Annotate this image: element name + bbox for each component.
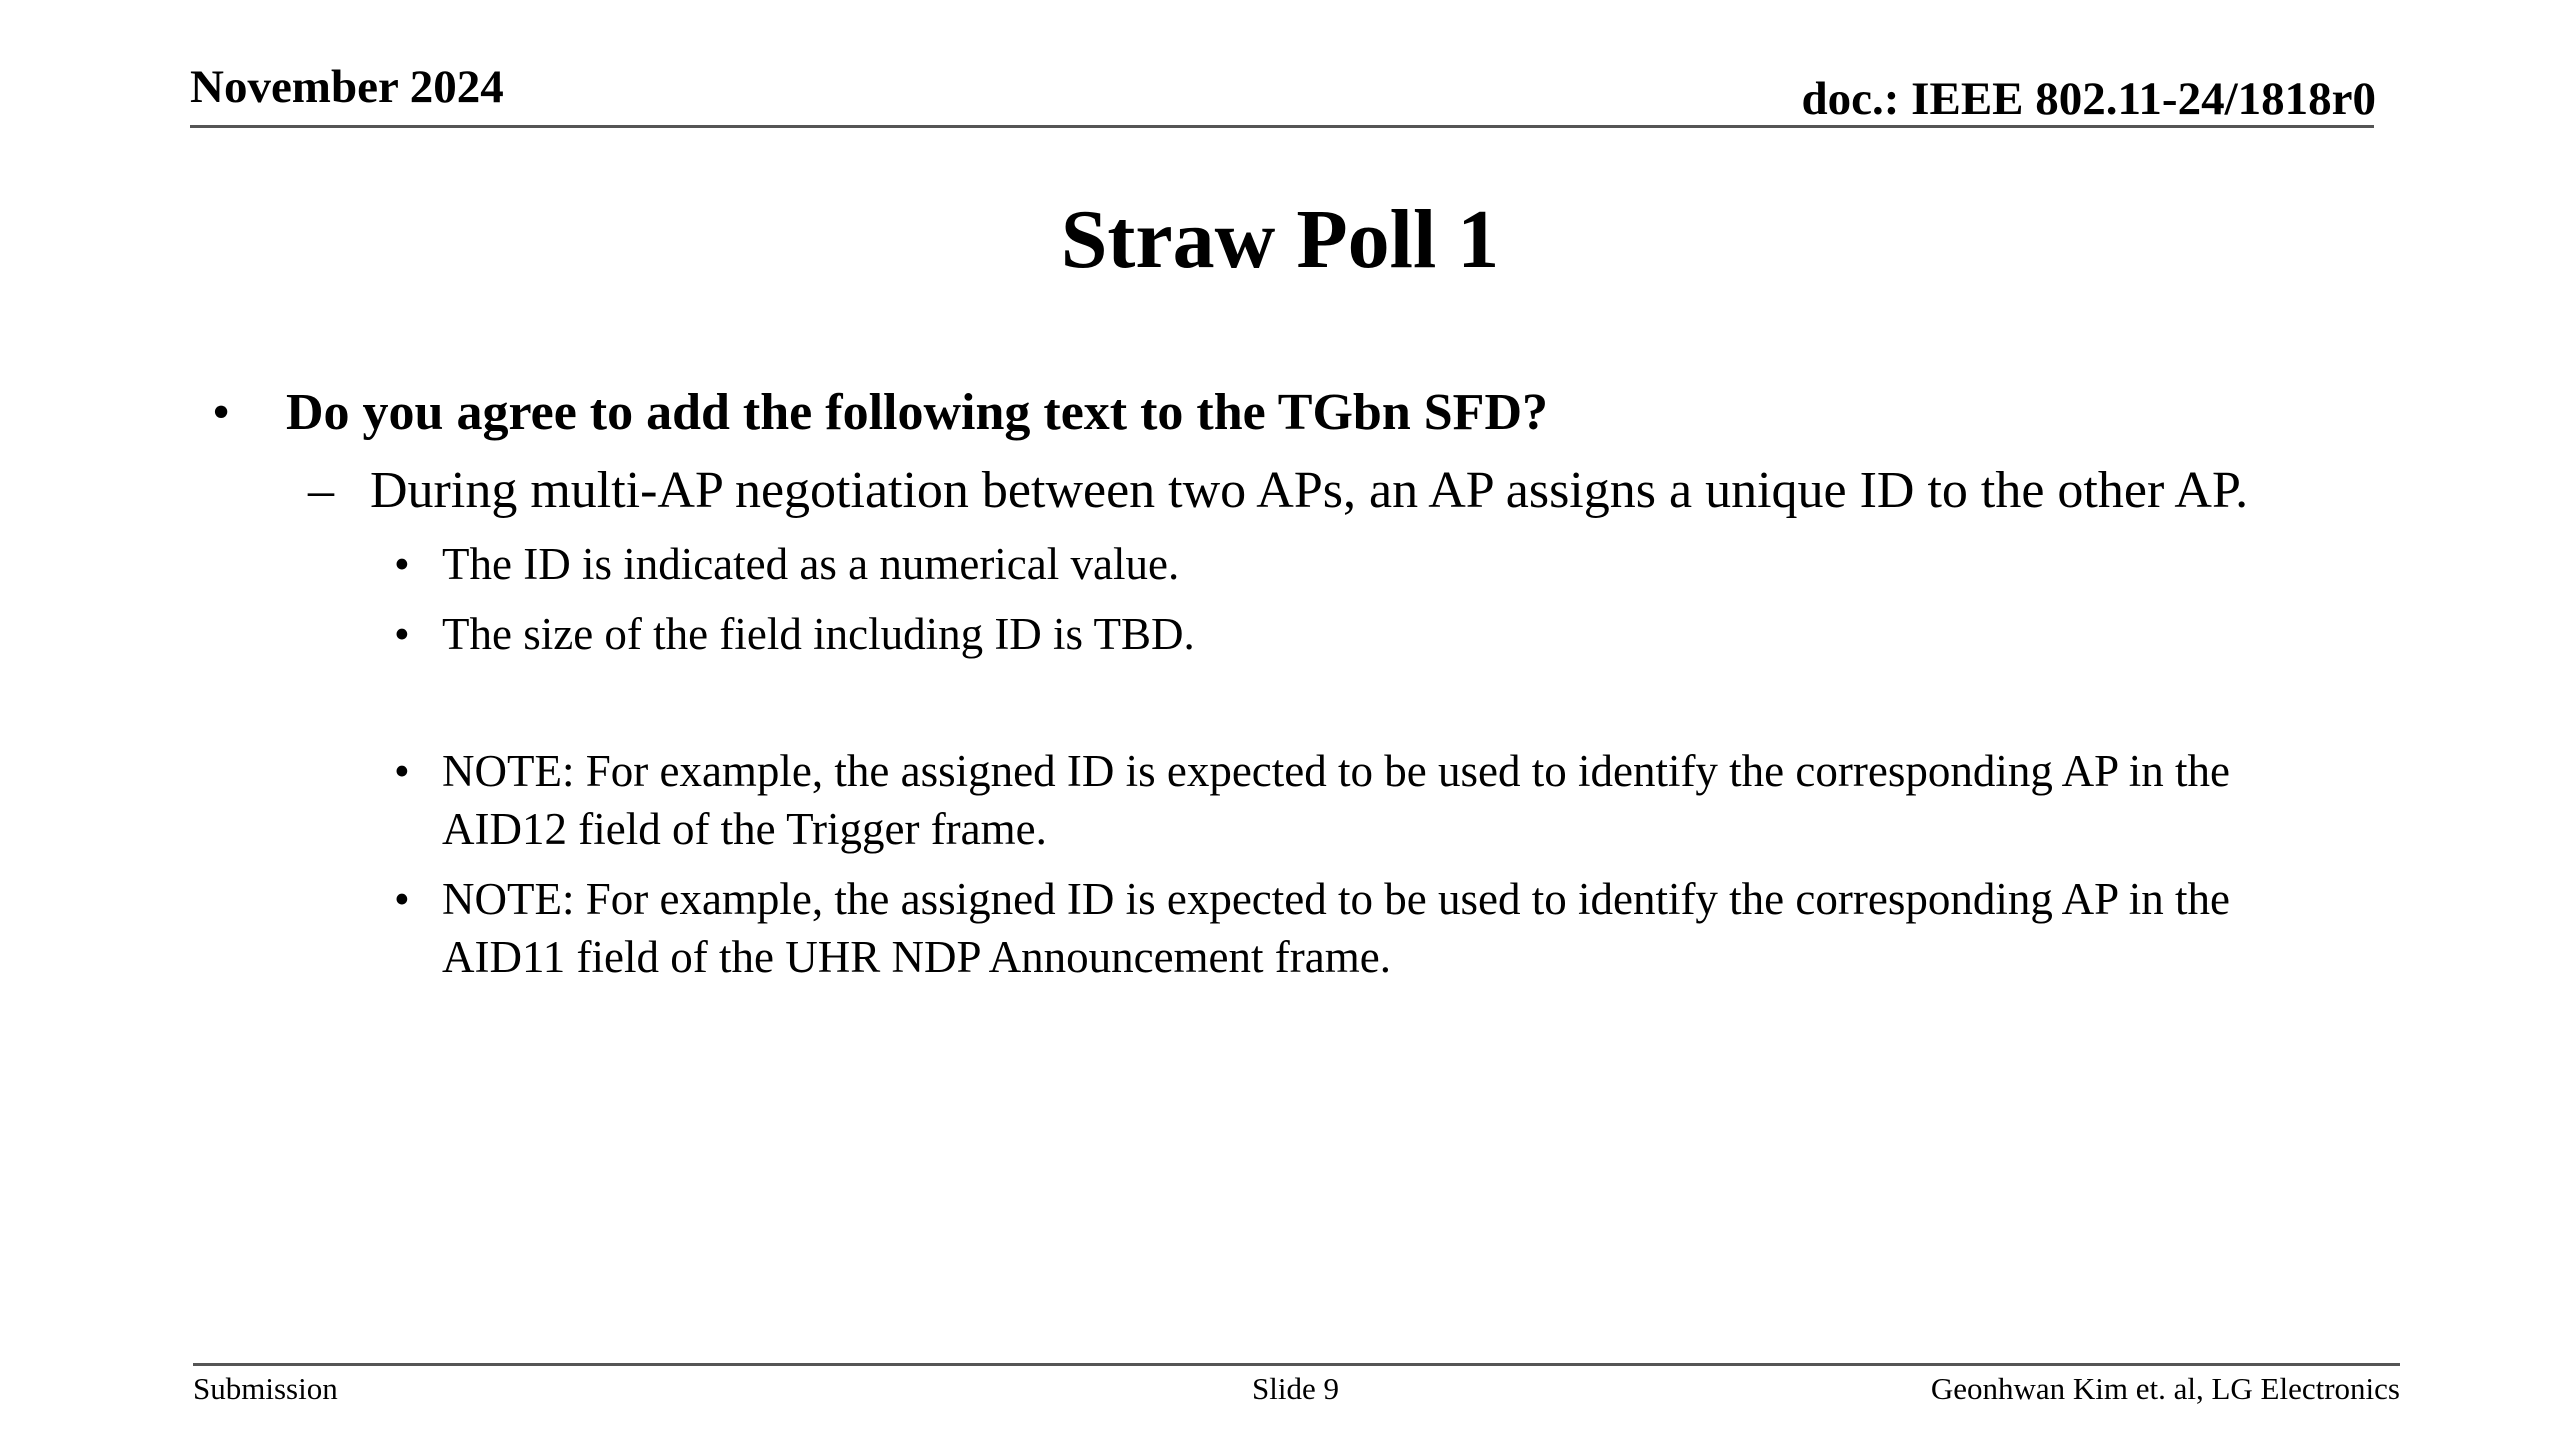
bullet-level1-text: Do you agree to add the following text to the TGbn SFD? (286, 384, 1548, 441)
bullet-level3-item (394, 535, 2342, 593)
bullet-marker: • (394, 539, 410, 589)
footer-divider (193, 1363, 2400, 1366)
dash-marker: – (308, 462, 334, 519)
slide-title: Straw Poll 1 (1060, 193, 1500, 286)
bullet-level3-text: The ID is indicated as a numerical value. (442, 539, 1180, 589)
bullet-level2-text: During multi-AP negotiation between two APs, an AP assigns a unique ID to the other AP. (370, 462, 2249, 519)
footer-author: Geonhwan Kim et. al, LG Electronics (1930, 1371, 2400, 1406)
bullet-level2 (308, 460, 2248, 522)
header-divider (190, 125, 2374, 128)
footer-slide-number: Slide 9 (1252, 1371, 1339, 1406)
bullet-marker: • (394, 609, 410, 659)
header-doc-id: doc.: IEEE 802.11-24/1818r0 (1801, 73, 2376, 125)
bullet-level3-item (394, 870, 2342, 986)
bullet-level3-text: The size of the field including ID is TBD. (442, 609, 1195, 659)
bullet-marker: • (394, 874, 410, 924)
bullet-level1 (212, 382, 1548, 444)
footer-submission: Submission (193, 1371, 338, 1406)
bullet-level3-item (394, 605, 2342, 663)
bullet-level3-text: NOTE: For example, the assigned ID is expected to be used to identify the corresponding AP in the AID11 field of the UHR NDP Announcement frame. (442, 874, 2230, 982)
bullet-level3-item (394, 742, 2342, 858)
bullet-marker: • (394, 746, 410, 796)
bullet-marker: • (212, 384, 231, 441)
header-date: November 2024 (190, 61, 504, 113)
bullet-level3-text: NOTE: For example, the assigned ID is expected to be used to identify the corresponding AP in the AID12 field of the Trigger frame. (442, 746, 2230, 854)
